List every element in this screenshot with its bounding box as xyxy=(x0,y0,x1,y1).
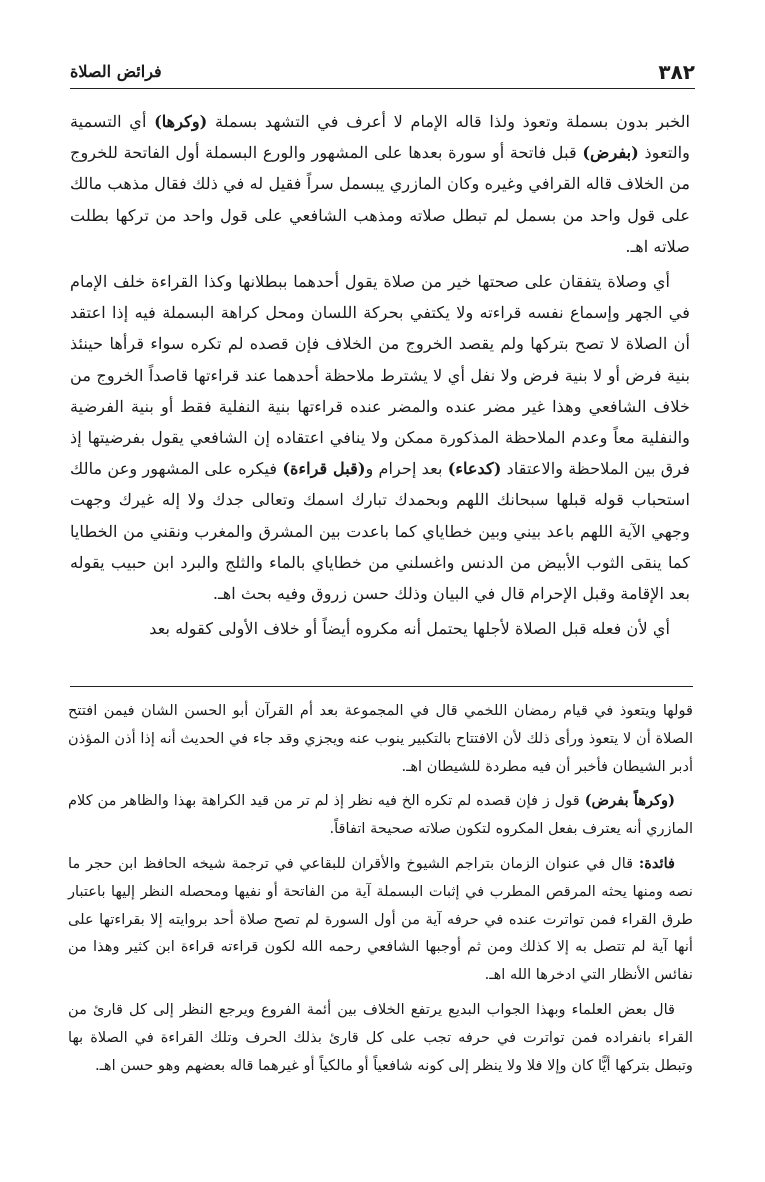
text-run: قول ز فإن قصده لم تكره الخ فيه نظر إذ لم تر من قيد الكراهة بهذا والظاهر من كلام المازري أنه يعترف بفعل المكروه لتكون صلاته صحيحة اتفاقاً. xyxy=(68,792,693,838)
footnote-separator xyxy=(70,686,693,687)
paragraph xyxy=(70,266,690,609)
paragraph: أي لأن فعله قبل الصلاة لأجلها يحتمل أنه مكروه أيضاً أو خلاف الأولى كقوله بعد xyxy=(149,619,670,639)
bold-term: (بفرض) xyxy=(582,143,639,163)
text-run: قبل فاتحة أو سورة بعدها على المشهور والورع البسملة أول الفاتحة للخروج من الخلاف قاله القرافي وغيره وكان المازري يبسمل سراً فقيل له في ذلك فقال مذهب مالك على قول واحد من بسمل لم تبطل صلاته ومذهب الشافعي على قول واحد من تركها بطلت صلاته اهـ. xyxy=(70,143,690,256)
text-run: أي وصلاة يتفقان على صحتها خير من صلاة يقول أحدهما ببطلانها وكذا القراءة خلف الإمام في الجهر وإسماع نفسه قراءته ولا يكتفي بحركة اللسان ومحل كراهة البسملة فيه إذا اعتقد أن الصلاة لا تصح بتركها ولم يقصد الخروج من الخلاف فإن قصده لم تكره سواء قرأها حينئذ بنية فرض أو لا بنية فرض ولا نفل أي لا يشترط ملاحظة أحدهما عند قراءتها قاصداً الخروج من خلاف الشافعي وهذا غير مضر عنده والمضر عنده قراءتها بنية النفلية فقط أو بنية الفرضية والنفلية معاً وعدم الملاحظة المذكورة ممكن ولا ينافي اعتقاده إن الشافعي يقول بفرضيتها إذ فرق بين الملاحظة والاعتقاد xyxy=(70,272,690,479)
footnote: قولها ويتعوذ في قيام رمضان اللخمي قال في المجموعة بعد أم القرآن أبو الحسن الشان فيمن افتتح الصلاة أن لا يتعوذ ورأى ذلك لأن الافتتاح بالتكبير ينوب عنه ويجزي وقد جاء في الحديث أنه إذا أذن المؤذن أدبر الشيطان فأخبر أن فيه مطردة للشيطان اهـ. xyxy=(68,702,693,775)
text-run: الخبر بدون بسملة وتعوذ ولذا قاله الإمام لا أعرف في التشهد بسملة xyxy=(207,112,690,131)
bold-term: (قبل قراءة) xyxy=(282,459,366,479)
paragraph xyxy=(70,106,690,262)
footnotes xyxy=(68,697,693,1086)
bold-term: فائدة: xyxy=(638,854,675,872)
page-header xyxy=(70,58,695,89)
running-title: فرائض الصلاة xyxy=(70,62,162,81)
bold-term: (وكرها) xyxy=(154,112,208,131)
text-run: قال في عنوان الزمان بتراجم الشيوخ والأقران للبقاعي في ترجمة شيخه الحافظ ابن حجر ما نصه ومنها يحثه المرقص المطرب في إثبات البسملة آية من الفاتحة أو نفيها ومحصله النظر إليها باعتبار طرق القراء فمن تواترت عنده في حرفه آية من أول السورة لم تصح صلاة أحد بروايته إلا بقراءتها على أنها آية لم تتصل به إلا كذلك ومن ثم أوجبها الشافعي رحمه الله لكون قراءته قراءة ابن كثير وهذا من نفائس الأنظار التي ادخرها الله اهـ. xyxy=(68,854,693,984)
footnote xyxy=(68,850,693,989)
bold-term: (كدعاء) xyxy=(447,459,502,479)
text-run: أي التسمية والتعوذ xyxy=(70,112,690,163)
footnote xyxy=(68,787,693,843)
footnote: قال بعض العلماء وبهذا الجواب البديع يرتفع الخلاف بين أئمة الفروع ويرجع النظر إلى كل قارئ من القراء بانفراده فمن تواترت في حرفه تجب على كل قارئ بذلك الحرف وتلك القراءة في الصلاة بها وتبطل بتركها أيًّا كان وإلا فلا ولا ينظر إلى كونه شافعياً أو مالكياً أو غيرهما قاله بعضهم وهو حسن اهـ. xyxy=(68,1000,693,1074)
main-text xyxy=(70,106,690,648)
text-run: بعد إحرام و xyxy=(365,459,448,479)
bold-term: (وكرهاً بفرض) xyxy=(584,792,675,810)
page-number: ٣٨٢ xyxy=(658,60,695,84)
text-run: فيكره على المشهور وعن مالك استحباب قوله قبلها سبحانك اللهم وبحمدك تبارك اسمك وتعالى جدك ولا إله غيرك وجهت وجهي الآية اللهم باعد بيني وبين خطاياي كما باعدت بين المشرق والمغرب ونقني من الخطايا كما ينقى الثوب الأبيض من الدنس واغسلني من خطاياي بالماء والثلج والبرد ابن حبيب يقوله بعد الإقامة وقبل الإحرام قال في البيان وذلك حسن زروق وفيه بحث اهـ. xyxy=(70,459,690,604)
